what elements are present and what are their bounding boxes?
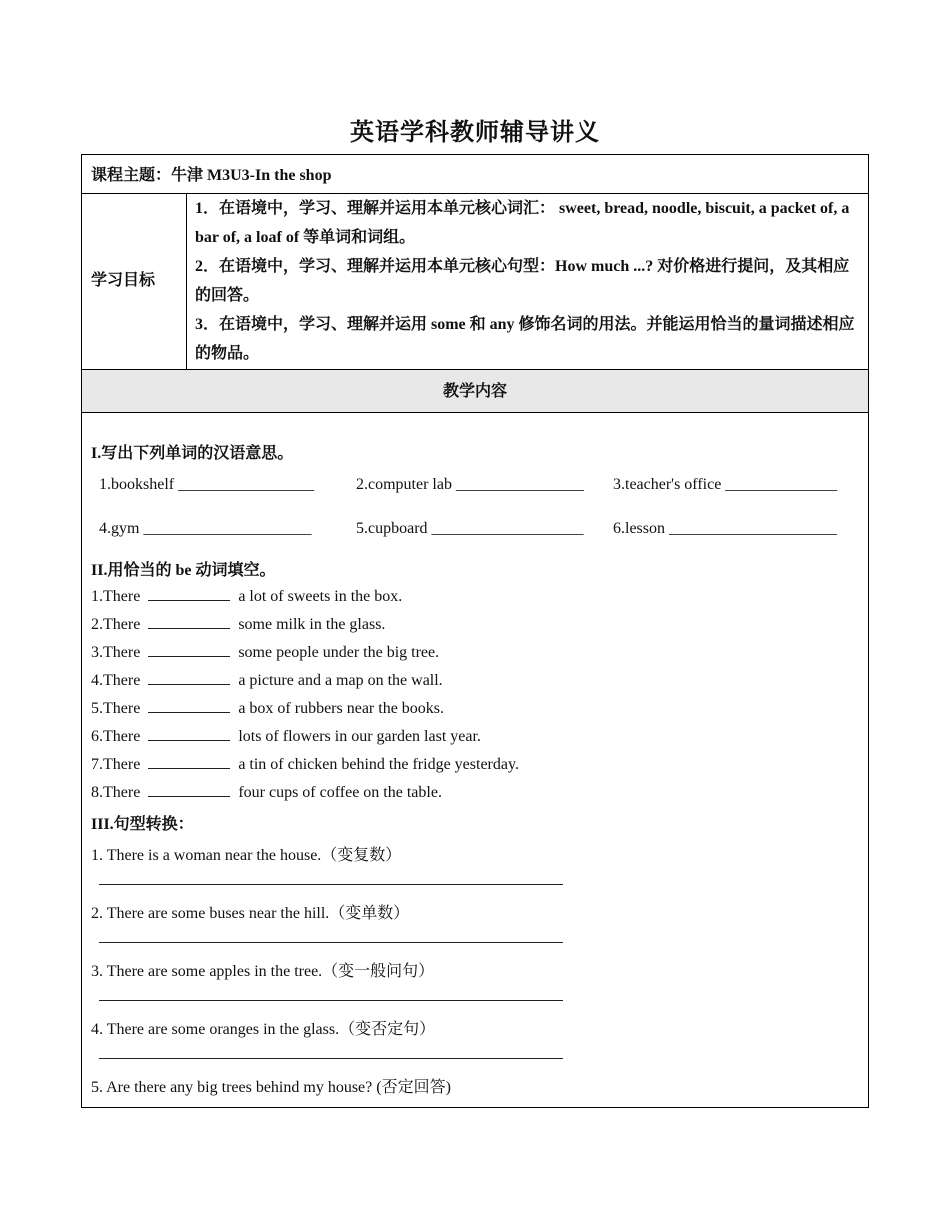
topic-row xyxy=(82,155,868,194)
fill-item xyxy=(91,698,444,718)
fill-item-start: 1.There xyxy=(91,588,141,605)
vocab-item: 3.teacher's office ______________ xyxy=(613,476,838,493)
answer-blank[interactable] xyxy=(148,670,230,685)
content-header: 教学内容 xyxy=(442,383,507,400)
transform-item: 2. There are some buses near the hill.（变单数） xyxy=(91,905,410,922)
answer-line[interactable] xyxy=(99,942,563,943)
transform-item: 5. Are there any big trees behind my house? (否定回答) xyxy=(91,1079,451,1096)
fill-item-start: 2.There xyxy=(91,616,141,633)
goals-list xyxy=(195,194,860,368)
answer-blank[interactable] xyxy=(148,782,230,797)
answer-blank[interactable] xyxy=(148,642,230,657)
fill-item-rest: four cups of coffee on the table. xyxy=(238,784,442,801)
fill-item-rest: a picture and a map on the wall. xyxy=(238,672,443,689)
fill-item xyxy=(91,670,443,690)
transform-item: 3. There are some apples in the tree.（变一般问句） xyxy=(91,963,435,980)
goal-item: 3．在语境中，学习、理解并运用 some 和 any 修饰名词的用法。并能运用恰当的量词描述相应的物品。 xyxy=(195,316,855,362)
fill-item-start: 4.There xyxy=(91,672,141,689)
answer-blank[interactable] xyxy=(148,726,230,741)
section1-heading: I.写出下列单词的汉语意思。 xyxy=(91,445,294,462)
fill-item-start: 5.There xyxy=(91,700,141,717)
section2-heading: II.用恰当的 be 动词填空。 xyxy=(91,562,276,579)
fill-item-rest: some people under the big tree. xyxy=(238,644,440,661)
answer-line[interactable] xyxy=(99,1000,563,1001)
goal-item: 2．在语境中，学习、理解并运用本单元核心句型：How much ...? 对价格进行提问，及其相应的回答。 xyxy=(195,258,850,304)
fill-item-start: 6.There xyxy=(91,728,141,745)
fill-item-start: 7.There xyxy=(91,756,141,773)
transform-item: 4. There are some oranges in the glass.（变否定句） xyxy=(91,1021,436,1038)
vocab-item: 2.computer lab ________________ xyxy=(356,476,584,493)
fill-item xyxy=(91,642,439,662)
goals-row xyxy=(82,194,868,370)
fill-item xyxy=(91,586,402,606)
fill-item-start: 3.There xyxy=(91,644,141,661)
answer-line[interactable] xyxy=(99,1058,563,1059)
fill-item-rest: a lot of sweets in the box. xyxy=(238,588,403,605)
fill-item xyxy=(91,614,385,634)
vocab-item: 5.cupboard ___________________ xyxy=(356,520,584,537)
goal-item: 1．在语境中，学习、理解并运用本单元核心词汇： sweet, bread, noodle, biscuit, a packet of, a bar of, a loaf of 等单词和词组。 xyxy=(195,200,850,246)
fill-item xyxy=(91,754,519,774)
vocab-item: 1.bookshelf _________________ xyxy=(99,476,315,493)
fill-item-rest: lots of flowers in our garden last year. xyxy=(238,728,481,745)
content-header-row xyxy=(82,370,868,413)
fill-item-start: 8.There xyxy=(91,784,141,801)
section3-heading: III.句型转换： xyxy=(91,816,194,833)
vocab-item: 6.lesson _____________________ xyxy=(613,520,837,537)
fill-item xyxy=(91,782,442,802)
lesson-table xyxy=(81,154,869,1108)
fill-item-rest: a tin of chicken behind the fridge yesterday. xyxy=(238,756,519,773)
vocab-item: 4.gym _____________________ xyxy=(99,520,312,537)
goals-label-cell xyxy=(82,194,187,369)
answer-line[interactable] xyxy=(99,884,563,885)
fill-item xyxy=(91,726,481,746)
fill-item-rest: a box of rubbers near the books. xyxy=(238,700,445,717)
answer-blank[interactable] xyxy=(148,698,230,713)
document-title: 英语学科教师辅导讲义 xyxy=(350,120,600,146)
answer-blank[interactable] xyxy=(148,754,230,769)
transform-item: 1. There is a woman near the house.（变复数） xyxy=(91,847,402,864)
goals-label: 学习目标 xyxy=(91,272,156,289)
answer-blank[interactable] xyxy=(148,586,230,601)
fill-item-rest: some milk in the glass. xyxy=(238,616,386,633)
answer-blank[interactable] xyxy=(148,614,230,629)
course-topic: 课程主题：牛津 M3U3-In the shop xyxy=(91,167,332,184)
